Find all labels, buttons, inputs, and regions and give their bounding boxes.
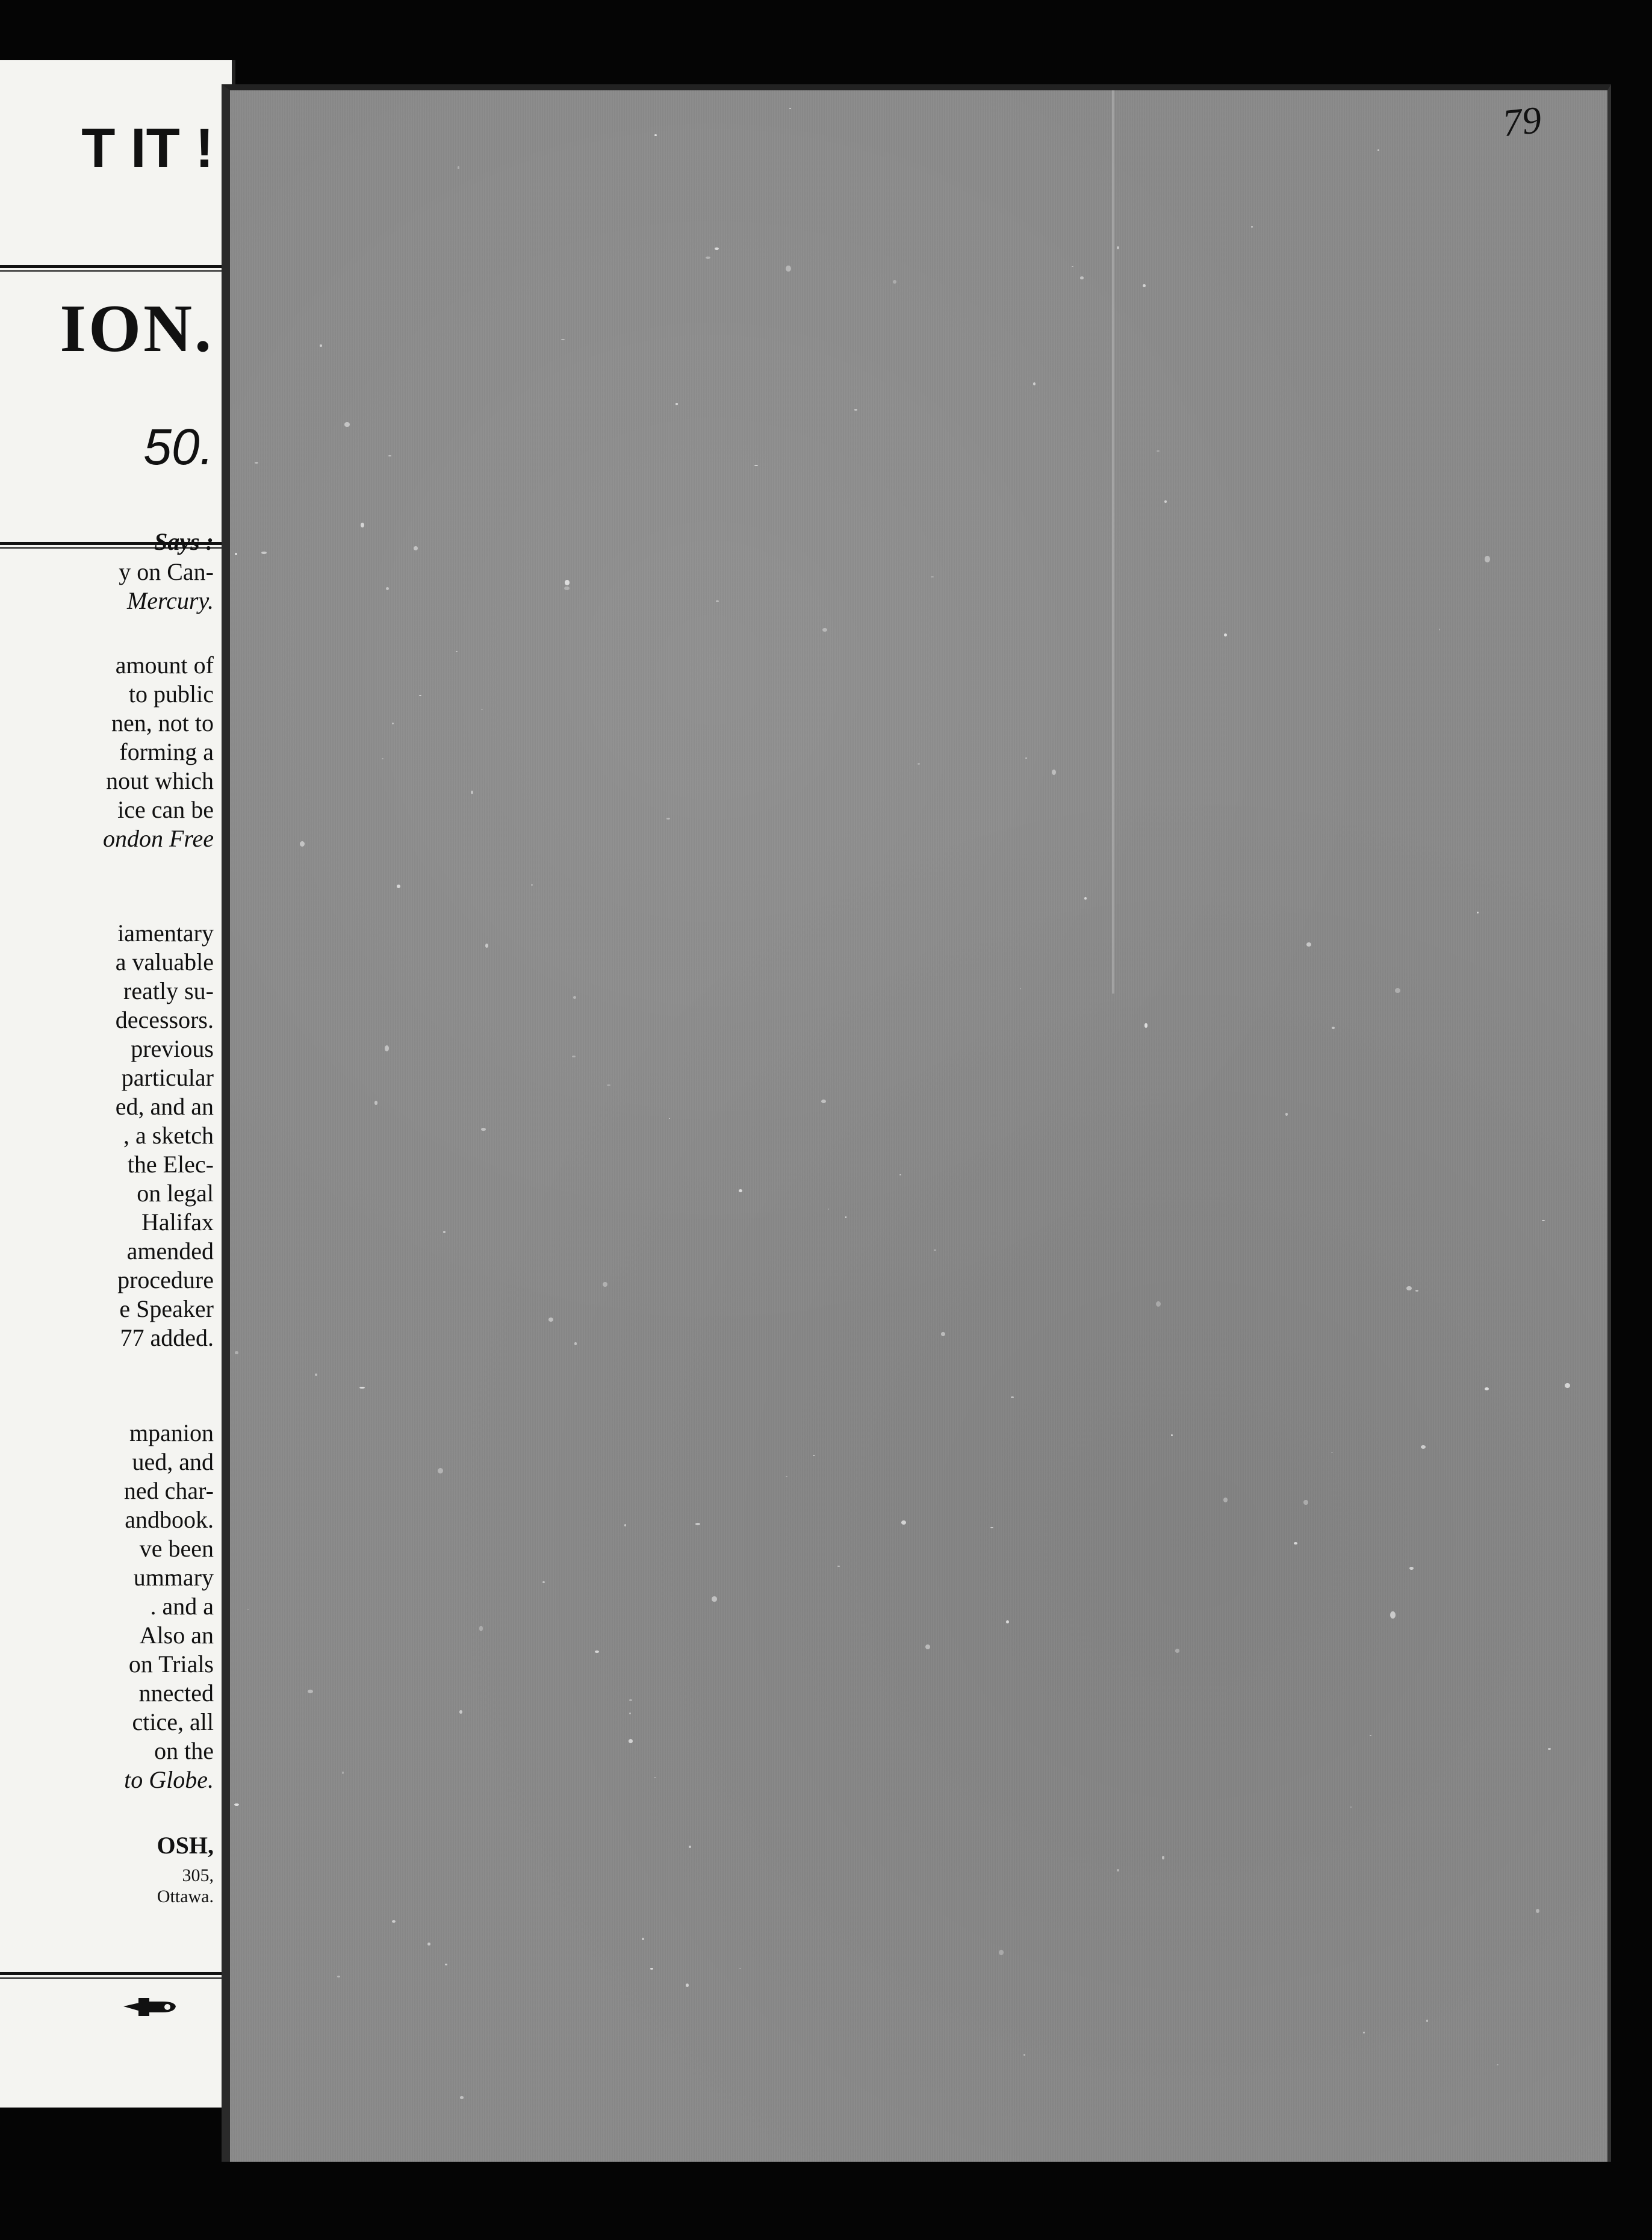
paper-speck (438, 1468, 443, 1473)
paper-speck (1011, 1396, 1014, 1398)
left-page-text-line: ned char- (123, 1477, 214, 1504)
paper-speck (1377, 149, 1379, 151)
paper-speck (1164, 500, 1167, 503)
paper-speck (1350, 1806, 1352, 1808)
paper-speck (999, 1950, 1004, 1955)
paper-speck (342, 1772, 344, 1774)
left-page-text-line: ice can be (117, 796, 214, 823)
left-page-text-line: iamentary (117, 919, 214, 947)
left-page-text-line: decessors. (115, 1006, 214, 1033)
paper-speck (459, 1710, 462, 1714)
paper-speck (1117, 246, 1119, 249)
paper-speck (1363, 2032, 1365, 2033)
left-page-text-line: , a sketch (123, 1122, 214, 1149)
left-page-text-line: mpanion (129, 1419, 214, 1446)
paper-speck (629, 1713, 631, 1714)
paper-speck (1390, 1611, 1396, 1619)
paper-speck (654, 134, 656, 136)
paper-speck (235, 553, 237, 555)
left-page-text-line: amended (126, 1237, 214, 1265)
paper-speck (1303, 1500, 1308, 1505)
paper-speck (337, 1976, 340, 1977)
left-page-text-line: andbook. (125, 1506, 214, 1533)
paper-speck (624, 1524, 626, 1526)
paper-speck (1224, 633, 1227, 636)
paper-speck (1033, 382, 1036, 386)
paper-speck (1536, 1909, 1539, 1913)
paper-speck (1370, 1735, 1371, 1737)
paper-speck (485, 944, 488, 948)
paper-speck (666, 818, 670, 819)
paper-speck (918, 763, 920, 765)
paper-speck (739, 1189, 742, 1192)
left-page-text-line: ued, and (132, 1448, 214, 1475)
paper-speck (1409, 1567, 1414, 1570)
left-page-text-line: e Speaker (119, 1295, 214, 1322)
paper-speck (574, 1342, 577, 1345)
paper-speck (629, 1739, 633, 1743)
left-page-text-line: Ottawa. (157, 1887, 214, 1906)
top-rule (0, 265, 232, 272)
paper-speck (1332, 1027, 1335, 1028)
paper-speck (565, 580, 570, 585)
paper-speck (359, 1387, 365, 1389)
paper-speck (479, 1626, 483, 1631)
paper-speck (1162, 1856, 1165, 1859)
paper-speck (686, 1983, 689, 1987)
paper-speck (315, 1374, 317, 1376)
paper-speck (1485, 556, 1490, 562)
paper-speck (1285, 1113, 1288, 1116)
paper-speck (308, 1690, 313, 1693)
paper-speck (837, 1566, 840, 1567)
left-printed-page (0, 60, 235, 2108)
paper-speck (1548, 1748, 1550, 1750)
left-page-text-line: on Trials (128, 1650, 214, 1678)
paper-speck (1426, 2020, 1429, 2022)
left-page-text-line: OSH, (157, 1832, 214, 1859)
paper-speck (481, 1128, 486, 1131)
paper-speck (414, 546, 418, 551)
left-page-text-line: to public (128, 680, 214, 708)
paper-speck (443, 1231, 446, 1233)
paper-speck (427, 1943, 431, 1946)
paper-speck (542, 1581, 545, 1583)
paper-speck (1157, 450, 1159, 452)
paper-speck (1415, 1290, 1419, 1292)
paper-speck (925, 1644, 930, 1649)
bottom-rule (0, 1972, 232, 1979)
paper-speck (845, 1216, 846, 1218)
paper-speck (531, 884, 533, 885)
left-page-text-line: T IT ! (81, 117, 214, 179)
paper-speck (1497, 2064, 1498, 2065)
paper-speck (300, 841, 305, 847)
left-page-text-line: nout which (106, 767, 214, 794)
paper-speck (1395, 988, 1400, 992)
paper-speck (1406, 1286, 1412, 1291)
left-page-text-line: ctice, all (132, 1708, 214, 1735)
left-page-text-line: ed, and an (115, 1093, 214, 1120)
paper-speck (1294, 1542, 1298, 1545)
left-page-text-line: procedure (117, 1266, 214, 1293)
paper-speck (1156, 1301, 1161, 1307)
left-page-text-line: the Elec- (127, 1151, 214, 1178)
left-page-text-line: to Globe. (124, 1766, 214, 1793)
paper-speck (650, 1968, 653, 1970)
paper-speck (1052, 770, 1056, 775)
paper-speck (564, 586, 569, 590)
paper-speck (1006, 1620, 1008, 1623)
paper-speck (899, 1174, 901, 1175)
paper-speck (1421, 1445, 1426, 1449)
paper-speck (786, 1476, 787, 1477)
left-page-text-line: ummary (133, 1564, 214, 1591)
paper-speck (1084, 897, 1087, 900)
left-page-text-line: ION. (60, 291, 214, 366)
paper-speck (374, 1101, 377, 1105)
left-page-text-line: nen, not to (111, 709, 214, 736)
left-page-text-line: Also an (139, 1622, 214, 1649)
paper-speck (1171, 1434, 1173, 1436)
paper-speck (1485, 1387, 1489, 1390)
paper-speck (931, 576, 934, 577)
paper-speck (629, 1699, 632, 1701)
paper-speck (419, 695, 421, 696)
paper-speck (460, 2096, 464, 2099)
paper-speck (822, 628, 827, 632)
paper-speck (385, 1045, 390, 1051)
paper-speck (1306, 942, 1311, 947)
left-page-text-line: nnected (138, 1679, 214, 1706)
left-page-text-line: ve been (139, 1535, 214, 1562)
paper-speck (397, 885, 400, 888)
left-page-text-line: Halifax (141, 1209, 214, 1236)
paper-speck (234, 1803, 239, 1806)
left-page-text-line: a valuable (115, 948, 214, 975)
paper-speck (654, 1777, 656, 1778)
paper-speck (1175, 1649, 1180, 1652)
paper-speck (392, 723, 394, 724)
paper-speck (1331, 1452, 1333, 1454)
left-page-text-line: reatly su- (123, 977, 214, 1004)
paper-speck (1542, 1220, 1545, 1221)
blank-cover-page (222, 84, 1611, 2162)
paper-speck (821, 1100, 827, 1103)
left-page-text-line: particular (121, 1064, 214, 1091)
paper-speck (1117, 1869, 1119, 1871)
paper-speck (255, 462, 259, 464)
left-page-text-line: ondon Free (102, 825, 214, 852)
paper-speck (642, 1938, 644, 1940)
paper-speck (388, 455, 391, 456)
paper-speck (715, 247, 718, 250)
left-page-text-line: amount of (115, 652, 214, 679)
paper-speck (561, 339, 565, 341)
paper-speck (1072, 266, 1073, 267)
paper-speck (716, 600, 719, 602)
paper-speck (689, 1846, 691, 1848)
paper-speck (471, 791, 474, 794)
paper-speck (675, 403, 678, 405)
paper-speck (1080, 276, 1084, 279)
paper-speck (481, 709, 483, 710)
paper-speck (1439, 629, 1441, 630)
left-page-text-line: previous (131, 1035, 214, 1062)
paper-speck (934, 1249, 936, 1251)
paper-speck (854, 409, 858, 411)
paper-speck (893, 280, 896, 284)
paper-speck (712, 1596, 716, 1602)
paper-speck (669, 1118, 670, 1119)
paper-speck (941, 1332, 945, 1336)
paper-speck (1477, 912, 1479, 913)
left-page-text-line: on the (154, 1737, 214, 1764)
paper-speck (445, 1964, 447, 1965)
paper-speck (1020, 988, 1021, 989)
paper-speck (320, 344, 322, 346)
paper-speck (572, 1056, 576, 1057)
paper-speck (607, 1084, 610, 1086)
left-page-text-line: Mercury. (126, 587, 214, 614)
pointing-hand-icon (120, 1993, 181, 2020)
paper-speck (1143, 284, 1146, 287)
left-page-text-line: 305, (182, 1865, 214, 1885)
paper-speck (1023, 2054, 1025, 2056)
paper-speck (1223, 1498, 1228, 1502)
paper-speck (754, 465, 758, 466)
paper-speck (901, 1520, 906, 1525)
fold-crease (1112, 90, 1114, 994)
paper-speck (603, 1282, 607, 1287)
left-page-text-line: 50. (143, 418, 214, 475)
paper-speck (1025, 758, 1027, 759)
paper-speck (548, 1318, 553, 1322)
paper-speck (786, 266, 791, 272)
paper-speck (828, 1209, 829, 1210)
handwritten-page-number: 79 (1500, 98, 1544, 145)
paper-speck (813, 1455, 815, 1456)
paper-speck (695, 1523, 700, 1525)
paper-speck (261, 552, 267, 554)
left-page-text-line: . and a (150, 1593, 214, 1620)
paper-speck (990, 1527, 993, 1528)
left-page-text-line: Says : (154, 528, 214, 555)
paper-speck (573, 996, 576, 999)
left-page-text-line: 77 added. (120, 1324, 214, 1351)
paper-speck (344, 422, 349, 427)
paper-speck (1144, 1023, 1147, 1027)
paper-speck (595, 1650, 599, 1653)
paper-speck (1565, 1383, 1570, 1388)
paper-speck (361, 523, 365, 528)
paper-speck (392, 1920, 396, 1923)
paper-speck (456, 651, 458, 652)
paper-speck (235, 1351, 238, 1354)
paper-speck (382, 758, 384, 759)
paper-speck (386, 587, 389, 590)
paper-speck (1251, 226, 1253, 227)
paper-speck (789, 108, 791, 109)
paper-speck (458, 166, 460, 169)
paper-speck (706, 257, 711, 259)
left-page-text-line: y on Can- (119, 558, 214, 585)
left-page-text-line: forming a (119, 738, 214, 765)
left-page-text-line: on legal (137, 1180, 214, 1207)
